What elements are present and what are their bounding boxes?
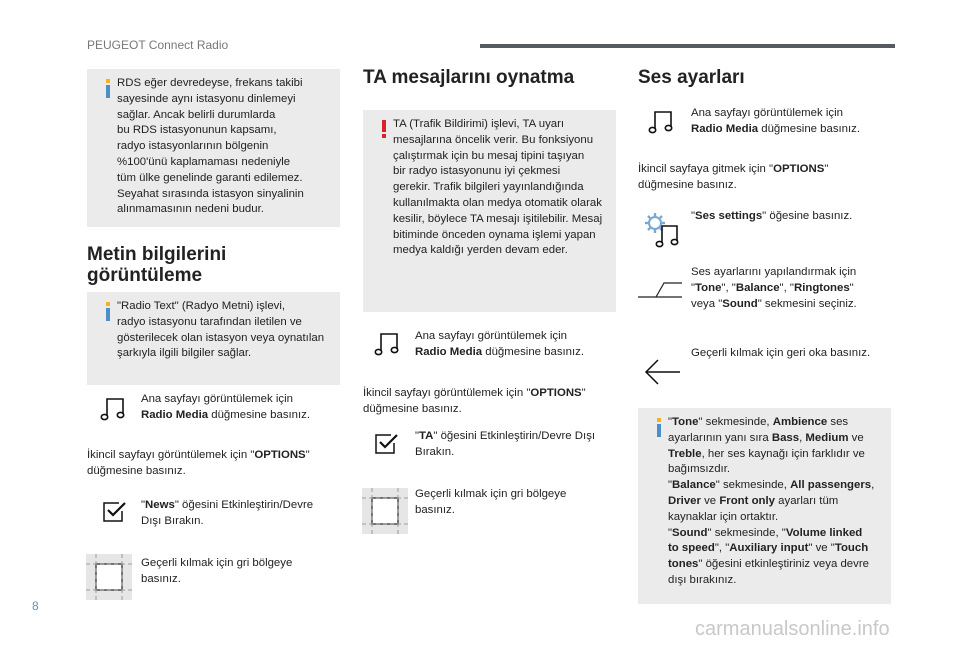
radio-media-label: Radio Media xyxy=(141,409,209,421)
separator: " veya " xyxy=(691,282,854,310)
info-icon xyxy=(97,77,119,99)
text-fragment: " sekmesinde, xyxy=(715,479,791,492)
sound-info-box xyxy=(638,408,891,604)
c1-step3 xyxy=(141,497,336,529)
back-arrow-icon xyxy=(642,358,682,386)
c3-step4-post: " sekmesini seçiniz. xyxy=(757,298,857,310)
c2-step3-q: " xyxy=(415,430,420,442)
c3-step1-post: düğmesine basınız. xyxy=(758,123,861,135)
c1-step3-q: " xyxy=(141,499,146,511)
options-label: OPTIONS xyxy=(773,163,825,175)
text-fragment: ve xyxy=(700,494,720,507)
text-fragment: " sekmesinde, xyxy=(698,416,773,428)
c3-step3-post: " öğesine basınız. xyxy=(762,210,853,222)
text-fragment: ses ayarlarının yanı sıra xyxy=(668,416,849,444)
separator: ", " xyxy=(779,282,794,294)
music-note-icon xyxy=(648,108,676,136)
balance-label: Balance xyxy=(672,479,716,492)
info-icon xyxy=(97,300,119,322)
ses-settings-label: Ses settings xyxy=(695,210,763,222)
page-number: 8 xyxy=(32,599,39,613)
c3-step5: Geçerli kılmak için geri oka basınız. xyxy=(691,347,871,359)
radio-media-label: Radio Media xyxy=(691,123,759,135)
info-icon xyxy=(648,416,673,438)
text-fragment: " ve " xyxy=(808,542,835,555)
c2-step2-pre: İkincil sayfayı görüntülemek için " xyxy=(363,387,531,399)
text-fragment: , her ses kaynağı için farklıdır ve bağımsızdır. " xyxy=(668,447,865,492)
c3-step2-post: " düğmesine basınız. xyxy=(638,163,829,191)
c2-step3-post: " öğesini Etkinleştirin/Devre Dışı Bırakın. xyxy=(415,430,596,458)
c2-step2 xyxy=(363,385,618,417)
c1-step4: Geçerli kılmak için gri bölgeye basınız. xyxy=(141,557,293,585)
sound-label: Sound xyxy=(722,298,758,310)
text-fragment: ve xyxy=(851,431,864,444)
rds-info-box xyxy=(87,69,340,227)
ambience-label: Ambience xyxy=(772,416,828,428)
radio-media-label: Radio Media xyxy=(415,346,483,358)
bass-label: Bass xyxy=(771,431,800,444)
c1-step1 xyxy=(141,391,336,423)
section-heading-ta: TA mesajlarını oynatma xyxy=(363,67,575,88)
options-label: OPTIONS xyxy=(254,449,306,461)
grey-zone-icon xyxy=(362,488,408,534)
rds-info-text: RDS eğer devredeyse, frekans takibi sayesinde aynı istasyonu dinlemeyi sağlar. Ancak belirli durumlarda bu RDS istasyonunun kapsamı, radyo istasyonlarının bölgenin %100'ünü kaplamaması nedeniyle tüm ülke genelinde garanti edilemez. Seyahat sırasında istasyon sinyalinin alınmamasının nedeni budur. xyxy=(117,77,304,216)
c3-step1 xyxy=(691,105,891,137)
c2-step4: Geçerli kılmak için gri bölgeye basınız. xyxy=(415,488,567,516)
music-note-icon xyxy=(100,395,128,423)
c3-step4 xyxy=(691,264,891,312)
c3-step3 xyxy=(691,208,891,224)
driver-label: Driver xyxy=(668,494,701,507)
ta-warning-box xyxy=(363,110,616,312)
settings-music-icon xyxy=(644,212,684,250)
c3-step1-pre: Ana sayfayı görüntülemek için xyxy=(691,107,843,119)
music-note-icon xyxy=(374,330,402,358)
header-divider-bar xyxy=(480,44,895,48)
manual-header-title: PEUGEOT Connect Radio xyxy=(87,38,229,52)
text-fragment: ayarları tüm kaynaklar için ortaktır. " xyxy=(668,494,839,539)
c2-step3 xyxy=(415,428,615,460)
c2-step1 xyxy=(415,328,615,360)
c3-step4-pre: Ses ayarlarını yapılandırmak için " xyxy=(691,266,857,294)
separator: ", " xyxy=(721,282,736,294)
tone-label: Tone xyxy=(695,282,722,294)
options-label: OPTIONS xyxy=(530,387,582,399)
text-fragment: , xyxy=(799,431,806,444)
radiotext-info-box xyxy=(87,292,340,385)
c1-step2-post: " düğmesine basınız. xyxy=(87,449,310,477)
news-label: News xyxy=(145,499,175,511)
checkbox-icon xyxy=(373,430,399,456)
warning-icon xyxy=(373,118,395,140)
volume-linked-label: Volume linked to speed xyxy=(668,526,863,555)
section-heading-text-info: Metin bilgilerini görüntüleme xyxy=(87,244,227,286)
text-fragment: " öğesini etkinleştiriniz veya devre dışı bırakınız. xyxy=(668,558,869,586)
c2-step2-post: " düğmesine basınız. xyxy=(363,387,586,415)
radiotext-info-text: "Radio Text" (Radyo Metni) işlevi, radyo istasyonu tarafından iletilen ve gösterilecek olan istasyon veya oynatılan şarkıyla ilgili bilgiler sağlar. xyxy=(117,300,325,360)
tone-label: Tone xyxy=(672,416,699,428)
text-fragment: ", " xyxy=(714,542,730,555)
c2-step1-pre: Ana sayfayı görüntülemek için xyxy=(415,330,567,342)
c3-step2-pre: İkincil sayfaya gitmek için " xyxy=(638,163,774,175)
ta-warning-text: TA (Trafik Bildirimi) işlevi, TA uyarı mesajlarına öncelik verir. Bu fonksiyonu çalıştırmak için bu mesaj tipini taşıyan bir radyo istasyonunu iyi çekmesi gerekir. Trafik bilgileri yayınlandığında kullanılmakta olan medya otomatik olarak kesilir, böylece TA mesajı işitilebilir. Mesaj bitiminde önceden oynama işlemi yapan medya kaldığı yerden devam eder. xyxy=(393,118,603,257)
grey-zone-icon xyxy=(86,554,132,600)
medium-label: Medium xyxy=(805,431,849,444)
ta-label: TA xyxy=(419,430,434,442)
text-fragment: " xyxy=(668,416,673,428)
c2-step1-post: düğmesine basınız. xyxy=(482,346,585,358)
tab-icon xyxy=(636,280,684,300)
sound-info-text xyxy=(668,415,883,589)
front-only-label: Front only xyxy=(719,494,775,507)
treble-label: Treble xyxy=(668,447,702,460)
c1-step1-post: düğmesine basınız. xyxy=(208,409,311,421)
c1-step2-pre: İkincil sayfayı görüntülemek için " xyxy=(87,449,255,461)
text-fragment: " sekmesinde, " xyxy=(707,526,786,539)
c1-step3-post: " öğesini Etkinleştirin/Devre Dışı Bırakın. xyxy=(141,499,314,527)
c1-step1-pre: Ana sayfayı görüntülemek için xyxy=(141,393,293,405)
all-passengers-label: All passengers xyxy=(790,479,872,492)
section-heading-sound-settings: Ses ayarları xyxy=(638,67,745,88)
auxiliary-input-label: Auxiliary input xyxy=(729,542,809,555)
text-fragment: , xyxy=(871,479,875,492)
sound-label: Sound xyxy=(672,526,708,539)
c1-step2 xyxy=(87,447,340,479)
c3-step3-q: " xyxy=(691,210,696,222)
c3-step2 xyxy=(638,161,893,193)
balance-label: Balance xyxy=(735,282,780,294)
watermark-text: carmanualsonline.info xyxy=(695,618,890,640)
touch-tones-label: Touch tones xyxy=(668,542,869,571)
ringtones-label: Ringtones xyxy=(793,282,850,294)
checkbox-icon xyxy=(101,498,127,524)
